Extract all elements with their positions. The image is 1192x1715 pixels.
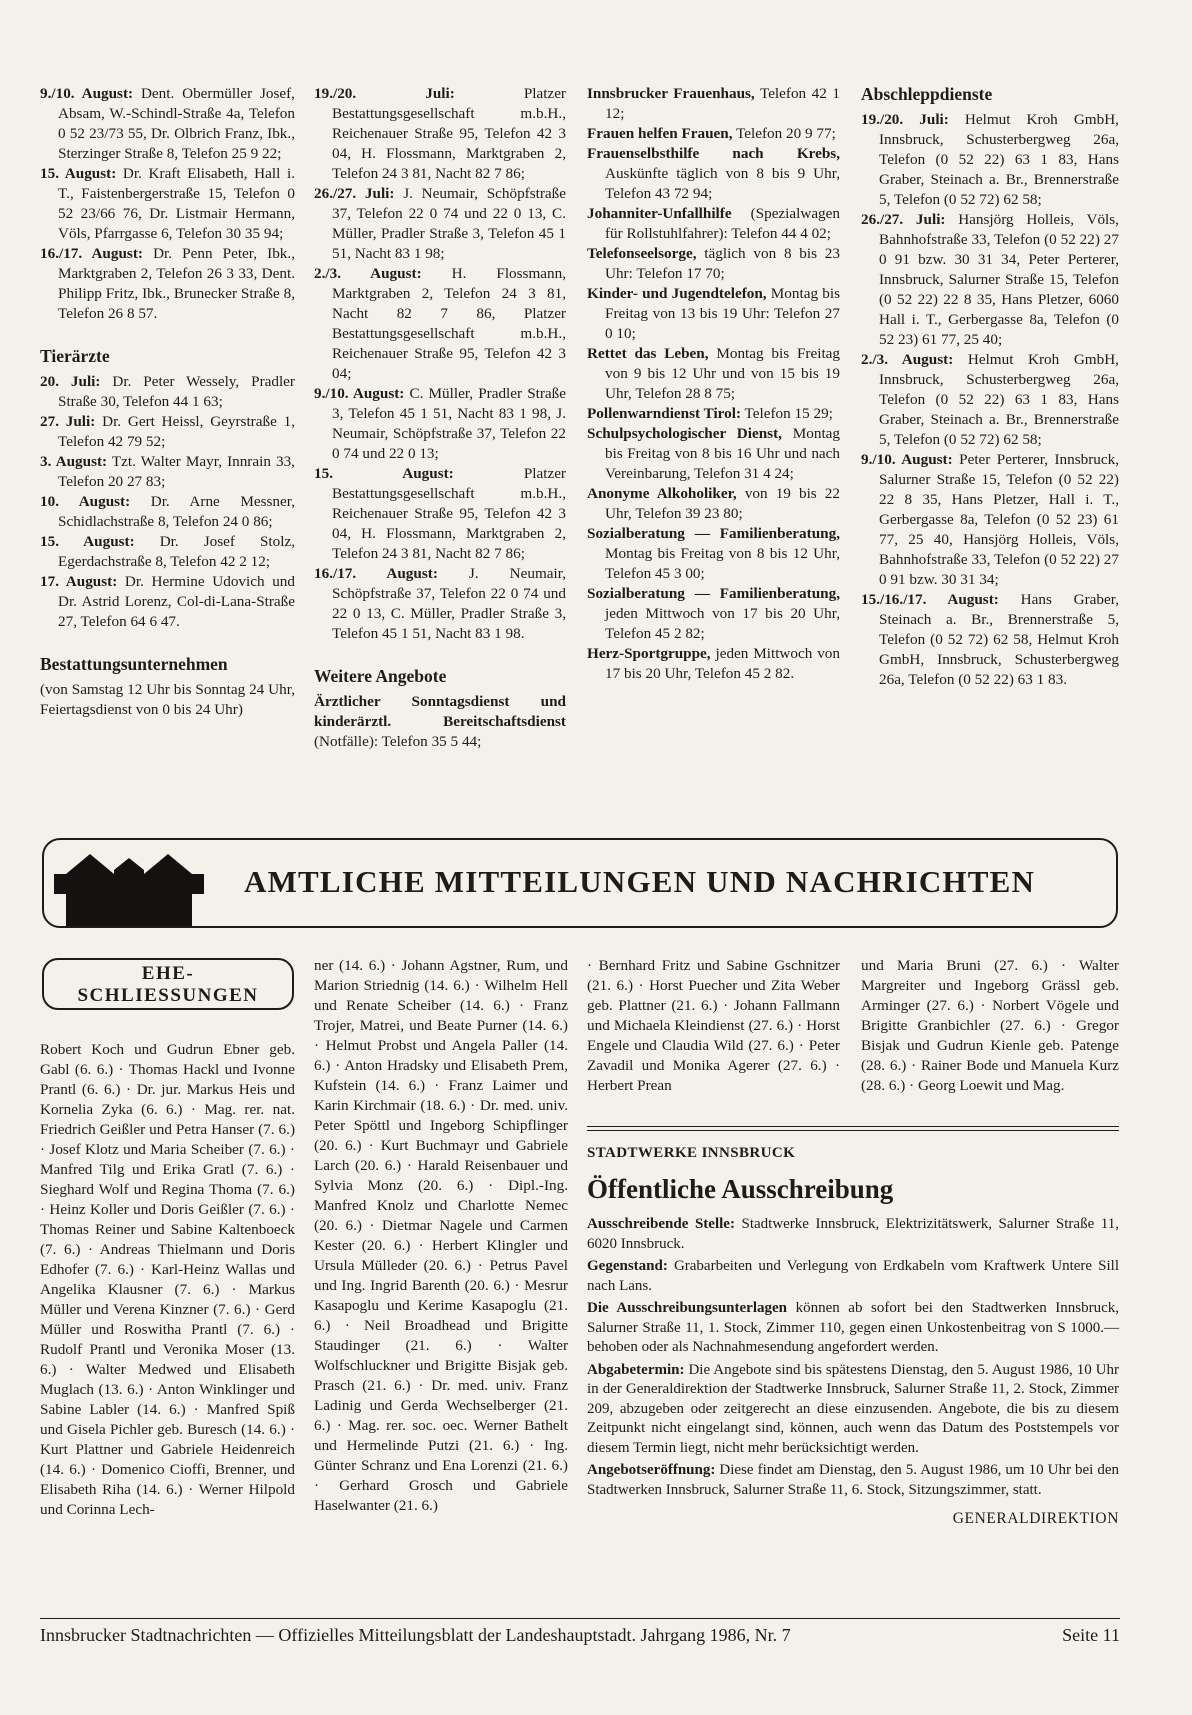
entry-text: jeden Mittwoch von 17 bis 20 Uhr, Telefon 45 2 82; <box>605 605 840 642</box>
heading-bestattung: Bestattungsunternehmen <box>40 654 228 674</box>
entry-text: Montag bis Freitag von 8 bis 16 Uhr und nach Vereinbarung, Telefon 31 4 24; <box>605 425 841 482</box>
entry-text: Dr. Gert Heissl, Geyrstraße 1, Telefon 42 79 52; <box>58 413 295 450</box>
entry-key: 26./27. Juli: <box>314 185 395 202</box>
entry-key: Rettet das Leben, <box>587 345 709 362</box>
list-entry <box>40 532 295 572</box>
list-entry <box>587 1215 1119 1254</box>
entry-key: 16./17. August: <box>40 245 143 262</box>
entry-text: täglich von 8 bis 23 Uhr: Telefon 17 70; <box>605 245 840 282</box>
entry-text: J. Neumair, Schöpfstraße 37, Telefon 22 0 74 und 22 0 13, C. Müller, Pradler Straße 3, Telefon 45 1 51, Nacht 83 1 98; <box>332 185 566 262</box>
list-entry <box>587 584 840 644</box>
signature-generaldirektion: GENERALDIREKTION <box>952 1510 1119 1527</box>
entry-key: 15. August: <box>40 533 135 550</box>
list-entry <box>587 124 840 144</box>
heading-weitere-angebote: Weitere Angebote <box>314 666 447 686</box>
entry-text: Dr. Penn Peter, Ibk., Marktgraben 2, Telefon 26 3 33, Dent. Philipp Fritz, Ibk., Brunecker Straße 8, Telefon 26 8 57. <box>58 245 295 322</box>
entry-key: Schulpsychologischer Dienst, <box>587 425 782 442</box>
entry-key: 9./10. August: <box>40 85 134 102</box>
column-zahnaerzte-tieraerzte <box>40 84 295 720</box>
entry-key: 2./3. August: <box>861 351 954 368</box>
stadtwerke-kicker: STADTWERKE INNSBRUCK <box>587 1145 796 1161</box>
entry-text: Dr. Kraft Elisabeth, Hall i. T., Faistenbergerstraße 15, Telefon 0 52 23/66 76, Dr. Listmair Hermann, Völs, Pfarrgasse 6, Telefon 30 35 94; <box>58 165 295 242</box>
entry-key: Sozialberatung — Familienberatung, <box>587 585 840 602</box>
entry-text: jeden Mittwoch von 17 bis 20 Uhr, Telefon 45 2 82. <box>605 645 840 682</box>
entry-text: Peter Perterer, Innsbruck, Salurner Straße 15, Telefon (0 52 22) 22 8 35, Hans Pletzer, Hall i. T., Gerbergasse 8a, Telefon (0 52 23) 61 77, 25 40, Hansjörg Holleis, Völs, Bahnhofstraße 33, Telefon (0 52 22) 27 0 91 bzw. 30 31 34; <box>879 451 1119 588</box>
stadtwerke-announcement <box>587 1145 1119 1528</box>
list-entry <box>40 452 295 492</box>
entry-text: (Spezialwagen für Rollstuhlfahrer): Telefon 44 4 02; <box>605 205 840 242</box>
entry-text: Die Angebote sind bis spätestens Dienstag, den 5. August 1986, 10 Uhr in der Generaldirektion der Stadtwerke Innsbruck, Salurner Straße 11, 2. Stock, Zimmer 209, abzugeben oder zeitgerecht an diese einzusenden. Angebote, die bis zu diesem Zeitpunkt nicht eingelangt sind, können, auch wenn das Datum des Poststempels vor diesem Termin liegt, nicht mehr berücksichtigt werden. <box>587 1361 1119 1456</box>
ehe-heading-line2: SCHLIESSUNGEN <box>77 985 259 1006</box>
entry-key: 27. Juli: <box>40 413 96 430</box>
list-entry <box>587 84 840 124</box>
entry-text: Tzt. Walter Mayr, Innrain 33, Telefon 20 27 83; <box>58 453 295 490</box>
entry-key: Johanniter-Unfallhilfe <box>587 205 732 222</box>
list-entry <box>314 384 566 464</box>
list-entry <box>40 84 295 164</box>
list-entry <box>40 372 295 412</box>
heading-tieraerzte: Tierärzte <box>40 346 110 366</box>
entry-key: 17. August: <box>40 573 118 590</box>
entry-text: Telefon 42 1 12; <box>605 85 840 122</box>
footer-publication: Innsbrucker Stadtnachrichten — Offizielles Mitteilungsblatt der Landeshauptstadt. Jahrgang 1986, Nr. 7 <box>40 1625 791 1645</box>
list-entry <box>40 572 295 632</box>
entry-text: Stadtwerke Innsbruck, Elektrizitätswerk, Salurner Straße 11, 6020 Innsbruck. <box>587 1216 1119 1252</box>
entry-key: Pollenwarndienst Tirol: <box>587 405 742 422</box>
angebote-list <box>587 84 840 684</box>
entry-key: Telefonseelsorge, <box>587 245 697 262</box>
entry-key: Kinder- und Jugendtelefon, <box>587 285 767 302</box>
ehe-column-4: und Maria Bruni (27. 6.) · Walter Margreiter und Ingeborg Grässl geb. Arminger (27. 6.) · Norbert Vögele und Brigitte Granbichler (27. 6.) · Gregor Bisjak und Gudrun Kienle geb. Patenge (28. 6.) · Rainer Bode und Manuela Kurz (28. 6.) · Georg Loewit und Mag. <box>861 957 1119 1094</box>
entry-key: Ärztlicher Sonntagsdienst und kinderärztl. Bereitschaftsdienst <box>314 693 566 730</box>
banner-title: AMTLICHE MITTEILUNGEN UND NACHRICHTEN <box>244 864 1036 899</box>
entry-text: Montag bis Freitag von 13 bis 19 Uhr: Telefon 27 0 10; <box>605 285 840 342</box>
entry-key: 2./3. August: <box>314 265 422 282</box>
entry-key: Herz-Sportgruppe, <box>587 645 711 662</box>
list-entry <box>587 484 840 524</box>
entry-text: J. Neumair, Schöpfstraße 37, Telefon 22 0 74 und 22 0 13, C. Müller, Pradler Straße 3, Telefon 45 1 51, Nacht 83 1 98. <box>332 565 566 642</box>
entry-key: Angebotseröffnung: <box>587 1462 716 1478</box>
entry-key: 9./10. August: <box>861 451 953 468</box>
entry-key: Die Ausschreibungsunterlagen <box>587 1300 787 1316</box>
entry-key: 16./17. August: <box>314 565 438 582</box>
list-entry <box>40 244 295 324</box>
entry-text: Grabarbeiten und Verlegung von Erdkabeln vom Kraftwerk Untere Sill nach Lans. <box>587 1258 1119 1294</box>
list-entry <box>587 404 840 424</box>
entry-key: 20. Juli: <box>40 373 101 390</box>
ehe-heading-line1: EHE- <box>141 963 195 984</box>
entry-text: Montag bis Freitag von 8 bis 12 Uhr, Telefon 45 3 00; <box>605 545 840 582</box>
entry-text: Dr. Arne Messner, Schidlachstraße 8, Telefon 24 0 86; <box>58 493 295 530</box>
entry-key: 10. August: <box>40 493 131 510</box>
entry-key: 19./20. Juli: <box>861 111 949 128</box>
entry-text: (Notfälle): Telefon 35 5 44; <box>314 733 482 750</box>
list-entry <box>587 344 840 404</box>
abschlepp-list <box>861 110 1119 690</box>
entry-text: Helmut Kroh GmbH, Innsbruck, Schusterbergweg 26a, Telefon (0 52 22) 63 1 83, Hans Graber, Steinach a. Br., Brennerstraße 5, Telefon (0 52 72) 62 58; <box>879 111 1119 208</box>
list-entry <box>40 492 295 532</box>
entry-text: können ab sofort bei den Stadtwerken Innsbruck, Salurner Straße 11, 1. Stock, Zimmer 110, gegen einen Unkostenbeitrag von S 1000.— behoben oder als Nachnahmesendung angefordert werden. <box>587 1300 1119 1355</box>
list-entry <box>861 450 1119 590</box>
list-entry <box>861 590 1119 690</box>
entry-text: Platzer Bestattungsgesellschaft m.b.H., Reichenauer Straße 95, Telefon 42 3 04, H. Flossmann, Marktgraben 2, Telefon 24 3 81, Nacht 82 7 86; <box>332 465 566 562</box>
entry-text: Hans Graber, Steinach a. Br., Brennerstraße 5, Telefon (0 52 72) 62 58, Helmut Kroh GmbH, Innsbruck, Schusterbergweg 26a, Telefon (0 52 22) 63 1 83. <box>879 591 1119 688</box>
list-entry <box>587 1361 1119 1459</box>
entry-text: Auskünfte täglich von 8 bis 9 Uhr, Telefon 43 72 94; <box>605 165 840 202</box>
divider-rule <box>587 1126 1119 1127</box>
tierarzt-list <box>40 372 295 632</box>
entry-text: Platzer Bestattungsgesellschaft m.b.H., Reichenauer Straße 95, Telefon 42 3 04, H. Flossmann, Marktgraben 2, Telefon 24 3 81, Nacht 82 7 86; <box>332 85 566 182</box>
entry-text: von 19 bis 22 Uhr, Telefon 39 23 80; <box>605 485 840 522</box>
entry-text: Telefon 15 29; <box>741 405 833 422</box>
divider-rule <box>587 1130 1119 1131</box>
entry-key: 15. August: <box>314 465 454 482</box>
list-entry <box>587 1461 1119 1500</box>
bestattung-note: (von Samstag 12 Uhr bis Sonntag 24 Uhr, Feiertagsdienst von 0 bis 24 Uhr) <box>40 681 295 718</box>
entry-key: 15./16./17. August: <box>861 591 999 608</box>
column-bestattung <box>314 84 566 752</box>
entry-text: Dent. Obermüller Josef, Absam, W.-Schindl-Straße 4a, Telefon 0 52 23/73 55, Dr. Olbrich Franz, Ibk., Sterzinger Straße 8, Telefon 25 9 22; <box>58 85 295 162</box>
entry-key: Frauenselbsthilfe nach Krebs, <box>587 145 840 162</box>
list-entry <box>587 644 840 684</box>
zahnarzt-list <box>40 84 295 324</box>
ausschreibung-title: Öffentliche Ausschreibung <box>587 1174 894 1204</box>
entry-key: Anonyme Alkoholiker, <box>587 485 737 502</box>
list-entry <box>314 264 566 384</box>
footer-rule <box>40 1618 1120 1619</box>
entry-key: 3. August: <box>40 453 108 470</box>
list-entry <box>861 110 1119 210</box>
entry-key: Gegenstand: <box>587 1258 668 1274</box>
ehe-column-1: Robert Koch und Gudrun Ebner geb. Gabl (6. 6.) · Thomas Hackl und Ivonne Prantl (6. 6.) · Dr. jur. Markus Heis und Kornelia Zyka (6. 6.) · Mag. rer. nat. Friedrich Geißler und Petra Hanser (7. 6.) · Josef Klotz und Maria Scheiber (7. 6.) · Manfred Tilg und Erika Gratl (7. 6.) · Sieghard Wolf und Regina Thoma (7. 6.) · Heinz Koller und Doris Geißler (7. 6.) · Thomas Reiner und Sabine Kaltenboeck (7. 6.) · Andreas Thielmann und Doris Edhofer (7. 6.) · Karl-Heinz Wallas und Angelika Klausner (7. 6.) · Markus Müller und Verena Kinzner (7. 6.) · Gerd Müller und Roswitha Prantl (7. 6.) · Rudolf Prantl und Veronika Moser (13. 6.) · Walter Medwed und Elisabeth Muglach (13. 6.) · Anton Winklinger und Sabine Labler (14. 6.) · Manfred Spiß und Gisela Pichler geb. Buresch (14. 6.) · Kurt Plattner und Gabriele Heidenreich (14. 6.) · Domenico Cioffi, Brenner, und Elisabeth Riha (14. 6.) · Werner Hilpold und Corinna Lech- <box>40 1041 295 1518</box>
list-entry <box>314 84 566 184</box>
entry-text: Telefon 20 9 77; <box>732 125 836 142</box>
ehe-heading-box <box>42 958 294 1010</box>
footer-page-number: Seite 11 <box>1062 1625 1120 1645</box>
entry-key: 15. August: <box>40 165 117 182</box>
entry-text: Diese findet am Dienstag, den 5. August 1986, um 10 Uhr bei den Stadtwerken Innsbruck, Salurner Straße 11, 6. Stock, Sitzungszimmer, statt. <box>587 1462 1119 1498</box>
list-entry <box>314 464 566 564</box>
sonntagsdienst-entry <box>314 692 566 752</box>
entry-key: Ausschreibende Stelle: <box>587 1216 735 1232</box>
entry-key: 26./27. Juli: <box>861 211 946 228</box>
entry-text: Dr. Hermine Udovich und Dr. Astrid Lorenz, Col-di-Lana-Straße 27, Telefon 64 6 47. <box>58 573 295 630</box>
heading-abschleppdienste: Abschleppdienste <box>861 84 993 104</box>
column-weitere-angebote <box>587 84 840 684</box>
list-entry <box>861 210 1119 350</box>
entry-key: Frauen helfen Frauen, <box>587 125 733 142</box>
entry-text: C. Müller, Pradler Straße 3, Telefon 45 1 51, Nacht 83 1 98, J. Neumair, Schöpfstraße 37, Telefon 22 0 74 und 22 0 13; <box>332 385 566 462</box>
list-entry <box>40 164 295 244</box>
list-entry <box>587 1257 1119 1296</box>
entry-text: Dr. Josef Stolz, Egerdachstraße 8, Telefon 42 2 12; <box>58 533 295 570</box>
list-entry <box>314 564 566 644</box>
entry-key: Sozialberatung — Familienberatung, <box>587 525 840 542</box>
list-entry <box>587 204 840 244</box>
entry-text: Montag bis Freitag von 9 bis 12 Uhr und von 15 bis 19 Uhr, Telefon 28 8 75; <box>605 345 840 402</box>
list-entry <box>587 244 840 284</box>
list-entry <box>587 144 840 204</box>
entry-key: Abgabetermin: <box>587 1361 685 1378</box>
entry-text: Hansjörg Holleis, Völs, Bahnhofstraße 33, Telefon (0 52 22) 27 0 91 bzw. 30 31 34, Peter Perterer, Innsbruck, Salurner Straße 15, Telefon (0 52 22) 22 8 35, Hans Pletzer, 6060 Hall i. T., Gerbergasse 8a, Telefon (0 52 23) 61 77, 25 40; <box>879 211 1119 348</box>
entry-key: Innsbrucker Frauenhaus, <box>587 85 755 102</box>
list-entry <box>861 350 1119 450</box>
entry-text: Helmut Kroh GmbH, Innsbruck, Schusterbergweg 26a, Telefon (0 52 22) 63 1 83, Hans Graber, Steinach a. Br., Brennerstraße 5, Telefon (0 52 72) 62 58; <box>879 351 1119 448</box>
list-entry <box>587 524 840 584</box>
ehe-column-3: · Bernhard Fritz und Sabine Gschnitzer (21. 6.) · Horst Puecher und Zita Weber geb. Plattner (21. 6.) · Johann Fallmann und Michaela Kleindienst (27. 6.) · Horst Engele und Claudia Wild (27. 6.) · Peter Zavadil und Monika Agerer (27. 6.) · Herbert Prean <box>587 957 840 1094</box>
entry-text: H. Flossmann, Marktgraben 2, Telefon 24 3 81, Nacht 82 7 86, Platzer Bestattungsgesellschaft m.b.H., Reichenauer Straße 95, Telefon 42 3 04; <box>332 265 566 382</box>
bestattung-list <box>314 84 566 644</box>
entry-key: 19./20. Juli: <box>314 85 455 102</box>
list-entry <box>587 424 840 484</box>
column-abschleppdienste <box>861 84 1119 690</box>
list-entry <box>587 1299 1119 1358</box>
list-entry <box>314 184 566 264</box>
list-entry <box>587 284 840 344</box>
city-emblem-icon <box>54 848 204 926</box>
entry-key: 9./10. August: <box>314 385 405 402</box>
ausschreibung-body <box>587 1215 1119 1500</box>
list-entry <box>40 412 295 452</box>
ehe-column-2: ner (14. 6.) · Johann Agstner, Rum, und Marion Striednig (14. 6.) · Wilhelm Hell und Renate Scheiber (14. 6.) · Franz Trojer, Matrei, und Beate Purner (14. 6.) · Helmut Probst und Angela Paller (14. 6.) · Anton Hradsky und Elisabeth Prem, Kufstein (14. 6.) · Franz Laimer und Karin Kirchmair (18. 6.) · Dr. med. univ. Peter Spöttl und Ingeborg Schipflinger (20. 6.) · Kurt Buchmayr und Gabriele Larch (20. 6.) · Harald Reisenbauer und Sylvia Monz (20. 6.) · Dipl.-Ing. Manfred Knolz und Charlotte Nemec (20. 6.) · Dietmar Nagele und Carmen Kester (20. 6.) · Herbert Klingler und Ursula Mülleder (20. 6.) · Petrus Pavel und Ing. Ingrid Barenth (20. 6.) · Mesrur Kasapoglu und Kerime Kasapoglu (21. 6.) · Neil Broadhead und Brigitte Staudinger (21. 6.) · Walter Wolfschluckner und Brigitte Bisjak geb. Prasch (21. 6.) · Dr. med. univ. Franz Ladinig und Gerda Wechselberger (21. 6.) · Mag. rer. soc. oec. Werner Bathelt und Hermelinde Putzi (21. 6.) · Ing. Günter Schranz und Ena Lorenzi (21. 6.) · Gerhard Grosch und Gabriele Haselwanter (21. 6.) <box>314 957 568 1514</box>
entry-text: Dr. Peter Wessely, Pradler Straße 30, Telefon 44 1 63; <box>58 373 295 410</box>
section-banner <box>42 838 1118 928</box>
